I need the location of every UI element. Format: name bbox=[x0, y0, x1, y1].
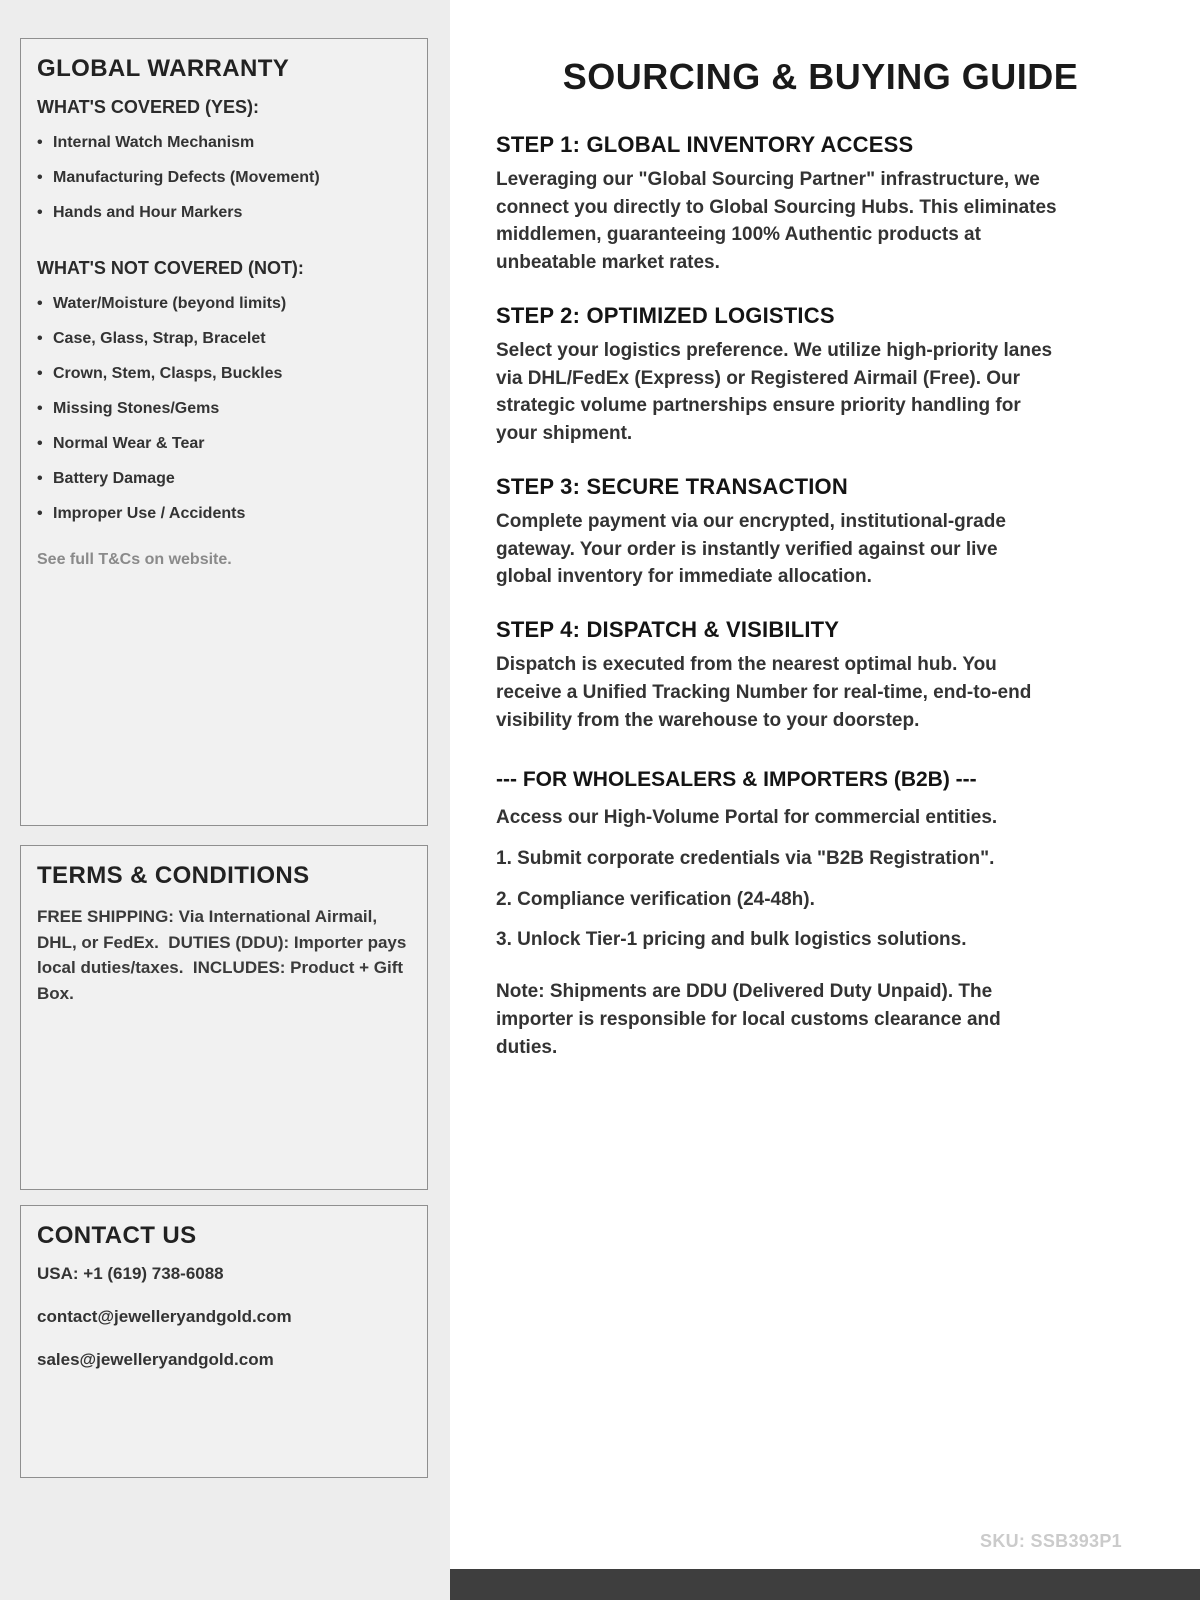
b2b-item: 1. Submit corporate credentials via "B2B Registration". bbox=[496, 848, 995, 870]
step-body: Leveraging our "Global Sourcing Partner" infrastructure, we connect you directly to Global Sourcing Hubs. This eliminates middlemen, guaranteeing 100% Authentic products at unbeatable market rates. bbox=[496, 169, 1057, 274]
covered-list bbox=[37, 134, 411, 222]
step-section-4 bbox=[496, 617, 1145, 734]
step-heading: STEP 1: GLOBAL INVENTORY ACCESS bbox=[496, 132, 914, 157]
page-title: SOURCING & BUYING GUIDE bbox=[562, 56, 1079, 97]
list-item: • Missing Stones/Gems bbox=[37, 400, 411, 418]
step-heading: STEP 2: OPTIMIZED LOGISTICS bbox=[496, 302, 835, 328]
list-item: • Hands and Hour Markers bbox=[37, 204, 411, 222]
list-item: • Battery Damage bbox=[37, 470, 411, 488]
list-item: • Case, Glass, Strap, Bracelet bbox=[37, 330, 411, 348]
step-body: Dispatch is executed from the nearest optimal hub. You receive a Unified Tracking Number for real-time, end-to-end visibility from the warehouse to your doorstep. bbox=[496, 654, 1032, 731]
list-item: • Water/Moisture (beyond limits) bbox=[37, 295, 411, 313]
step-body: Select your logistics preference. We utilize high-priority lanes via DHL/FedEx (Express) or Registered Airmail (Free). Our strategic volume partnerships ensure priority handling for your shipment. bbox=[496, 339, 1053, 445]
contact-panel bbox=[20, 1205, 428, 1478]
step-heading: STEP 4: DISPATCH & VISIBILITY bbox=[496, 617, 840, 643]
not-covered-heading: WHAT'S NOT COVERED (NOT): bbox=[37, 258, 304, 278]
contact-title: CONTACT US bbox=[37, 1222, 197, 1249]
contact-phone: USA: +1 (619) 738-6088 bbox=[37, 1264, 224, 1283]
list-item: • Improper Use / Accidents bbox=[37, 505, 411, 523]
main-content bbox=[450, 0, 1200, 1600]
list-item: • Crown, Stem, Clasps, Buckles bbox=[37, 365, 411, 383]
warranty-footnote: See full T&Cs on website. bbox=[37, 551, 232, 568]
b2b-item: 3. Unlock Tier-1 pricing and bulk logistics solutions. bbox=[496, 929, 967, 951]
contact-email-sales: sales@jewelleryandgold.com bbox=[37, 1350, 274, 1369]
b2b-note: Note: Shipments are DDU (Delivered Duty Unpaid). The importer is responsible for local customs clearance and duties. bbox=[496, 981, 1001, 1058]
list-item: • Internal Watch Mechanism bbox=[37, 134, 411, 152]
not-covered-list bbox=[37, 295, 411, 523]
step-heading: STEP 3: SECURE TRANSACTION bbox=[496, 473, 848, 499]
sku-label: SKU: SSB393P1 bbox=[980, 1531, 1122, 1551]
sidebar bbox=[0, 0, 450, 1600]
terms-panel bbox=[20, 845, 428, 1190]
warranty-title: GLOBAL WARRANTY bbox=[37, 55, 290, 82]
list-item: • Manufacturing Defects (Movement) bbox=[37, 169, 411, 187]
step-section-3 bbox=[496, 474, 1145, 591]
terms-title: TERMS & CONDITIONS bbox=[37, 862, 310, 889]
b2b-intro: Access our High-Volume Portal for commercial entities. bbox=[496, 807, 998, 829]
footer-bar bbox=[450, 1569, 1200, 1600]
step-body: Complete payment via our encrypted, institutional-grade gateway. Your order is instantly verified against our live global inventory for immediate allocation. bbox=[496, 510, 1006, 588]
warranty-panel bbox=[20, 38, 428, 826]
step-section-1 bbox=[496, 132, 1145, 277]
contact-email-primary: contact@jewelleryandgold.com bbox=[37, 1307, 292, 1326]
covered-heading: WHAT'S COVERED (YES): bbox=[37, 97, 259, 117]
b2b-section bbox=[496, 768, 1145, 1061]
list-item: • Normal Wear & Tear bbox=[37, 435, 411, 453]
step-section-2 bbox=[496, 303, 1145, 448]
b2b-heading: --- FOR WHOLESALERS & IMPORTERS (B2B) --- bbox=[496, 768, 977, 792]
terms-body: FREE SHIPPING: Via International Airmail, DHL, or FedEx. DUTIES (DDU): Importer pays local duties/taxes. INCLUDES: Product + Gift Box. bbox=[37, 907, 412, 1003]
b2b-item: 2. Compliance verification (24-48h). bbox=[496, 888, 815, 910]
